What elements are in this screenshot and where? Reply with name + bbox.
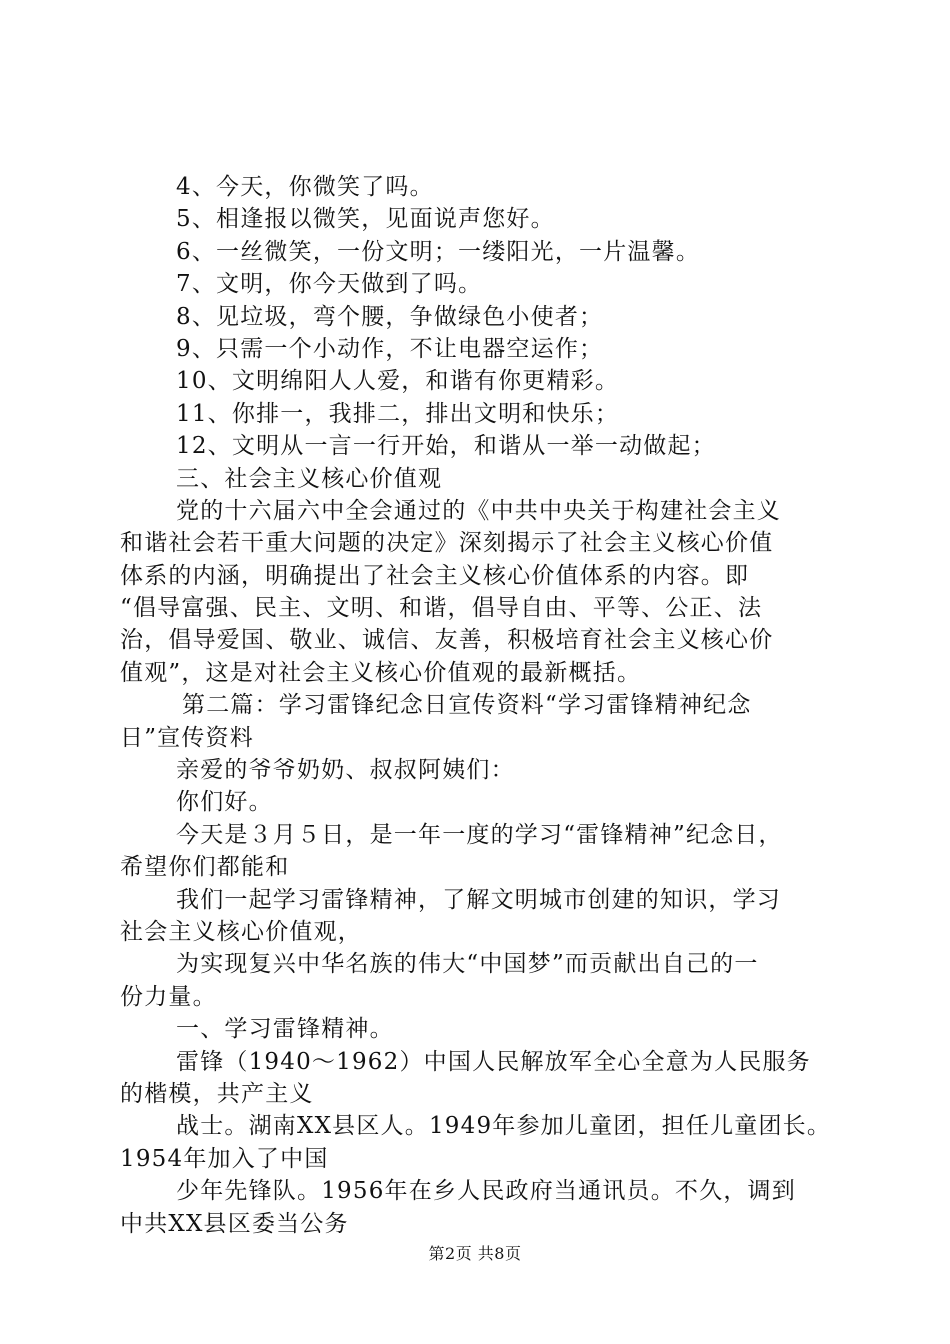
text-line: 雷锋（1940～1962）中国人民解放军全心全意为人民服务: [176, 1048, 811, 1075]
text-line: 体系的内涵，明确提出了社会主义核心价值体系的内容。即: [120, 562, 750, 589]
text-line: 份力量。: [120, 983, 217, 1010]
text-line: 希望你们都能和: [120, 854, 290, 881]
text-line: 为实现复兴中华名族的伟大“中国梦”而贡献出自己的一: [176, 951, 759, 978]
text-line: 11、你排一，我排二，排出文明和快乐；: [176, 400, 620, 427]
document-body: [120, 171, 840, 1240]
text-line: 亲爱的爷爷奶奶、叔叔阿姨们：: [176, 757, 515, 784]
text-line: 7、文明，你今天做到了吗。: [176, 271, 483, 298]
text-line: 1954年加入了中国: [120, 1145, 329, 1172]
text-line: 今天是３月５日，是一年一度的学习“雷锋精神”纪念日，: [176, 821, 783, 848]
text-line: 12、文明从一言一行开始，和谐从一举一动做起；: [176, 433, 716, 460]
text-line: 5、相逢报以微笑，见面说声您好。: [176, 206, 555, 233]
text-line: 社会主义核心价值观，: [120, 918, 362, 945]
text-line: 日”宣传资料: [120, 724, 254, 751]
text-line: 和谐社会若干重大问题的决定》深刻揭示了社会主义核心价值: [120, 530, 774, 557]
text-line: 中共XX县区委当公务: [120, 1210, 349, 1237]
text-line: 的楷模，共产主义: [120, 1080, 314, 1107]
text-line: 9、只需一个小动作，不让电器空运作；: [176, 335, 604, 362]
text-line: 治，倡导爱国、敬业、诚信、友善，积极培育社会主义核心价: [120, 627, 774, 654]
text-line: 8、见垃圾，弯个腰，争做绿色小使者；: [176, 303, 604, 330]
text-line: 我们一起学习雷锋精神，了解文明城市创建的知识，学习: [176, 886, 781, 913]
text-line: 4、今天，你微笑了吗。: [176, 174, 434, 200]
text-line: “倡导富强、民主、文明、和谐，倡导自由、平等、公正、法: [120, 595, 763, 622]
text-line: 第二篇：学习雷锋纪念日宣传资料“学习雷锋精神纪念: [182, 692, 752, 719]
text-line: 值观”，这是对社会主义核心价值观的最新概括。: [120, 659, 642, 686]
text-line: 少年先锋队。1956年在乡人民政府当通讯员。不久，调到: [176, 1178, 796, 1205]
text-line: 你们好。: [176, 789, 273, 816]
text-line: 一、学习雷锋精神。: [176, 1016, 394, 1043]
text-line: 10、文明绵阳人人爱，和谐有你更精彩。: [176, 368, 620, 395]
text-line: 战士。湖南XX县区人。1949年参加儿童团，担任儿童团长。: [176, 1113, 832, 1140]
text-line: 6、一丝微笑，一份文明；一缕阳光，一片温馨。: [176, 238, 701, 265]
text-line: 党的十六届六中全会通过的《中共中央关于构建社会主义: [176, 497, 781, 524]
text-line: 三、社会主义核心价值观: [176, 465, 443, 492]
page-footer: 第2页 共8页: [428, 1244, 522, 1263]
